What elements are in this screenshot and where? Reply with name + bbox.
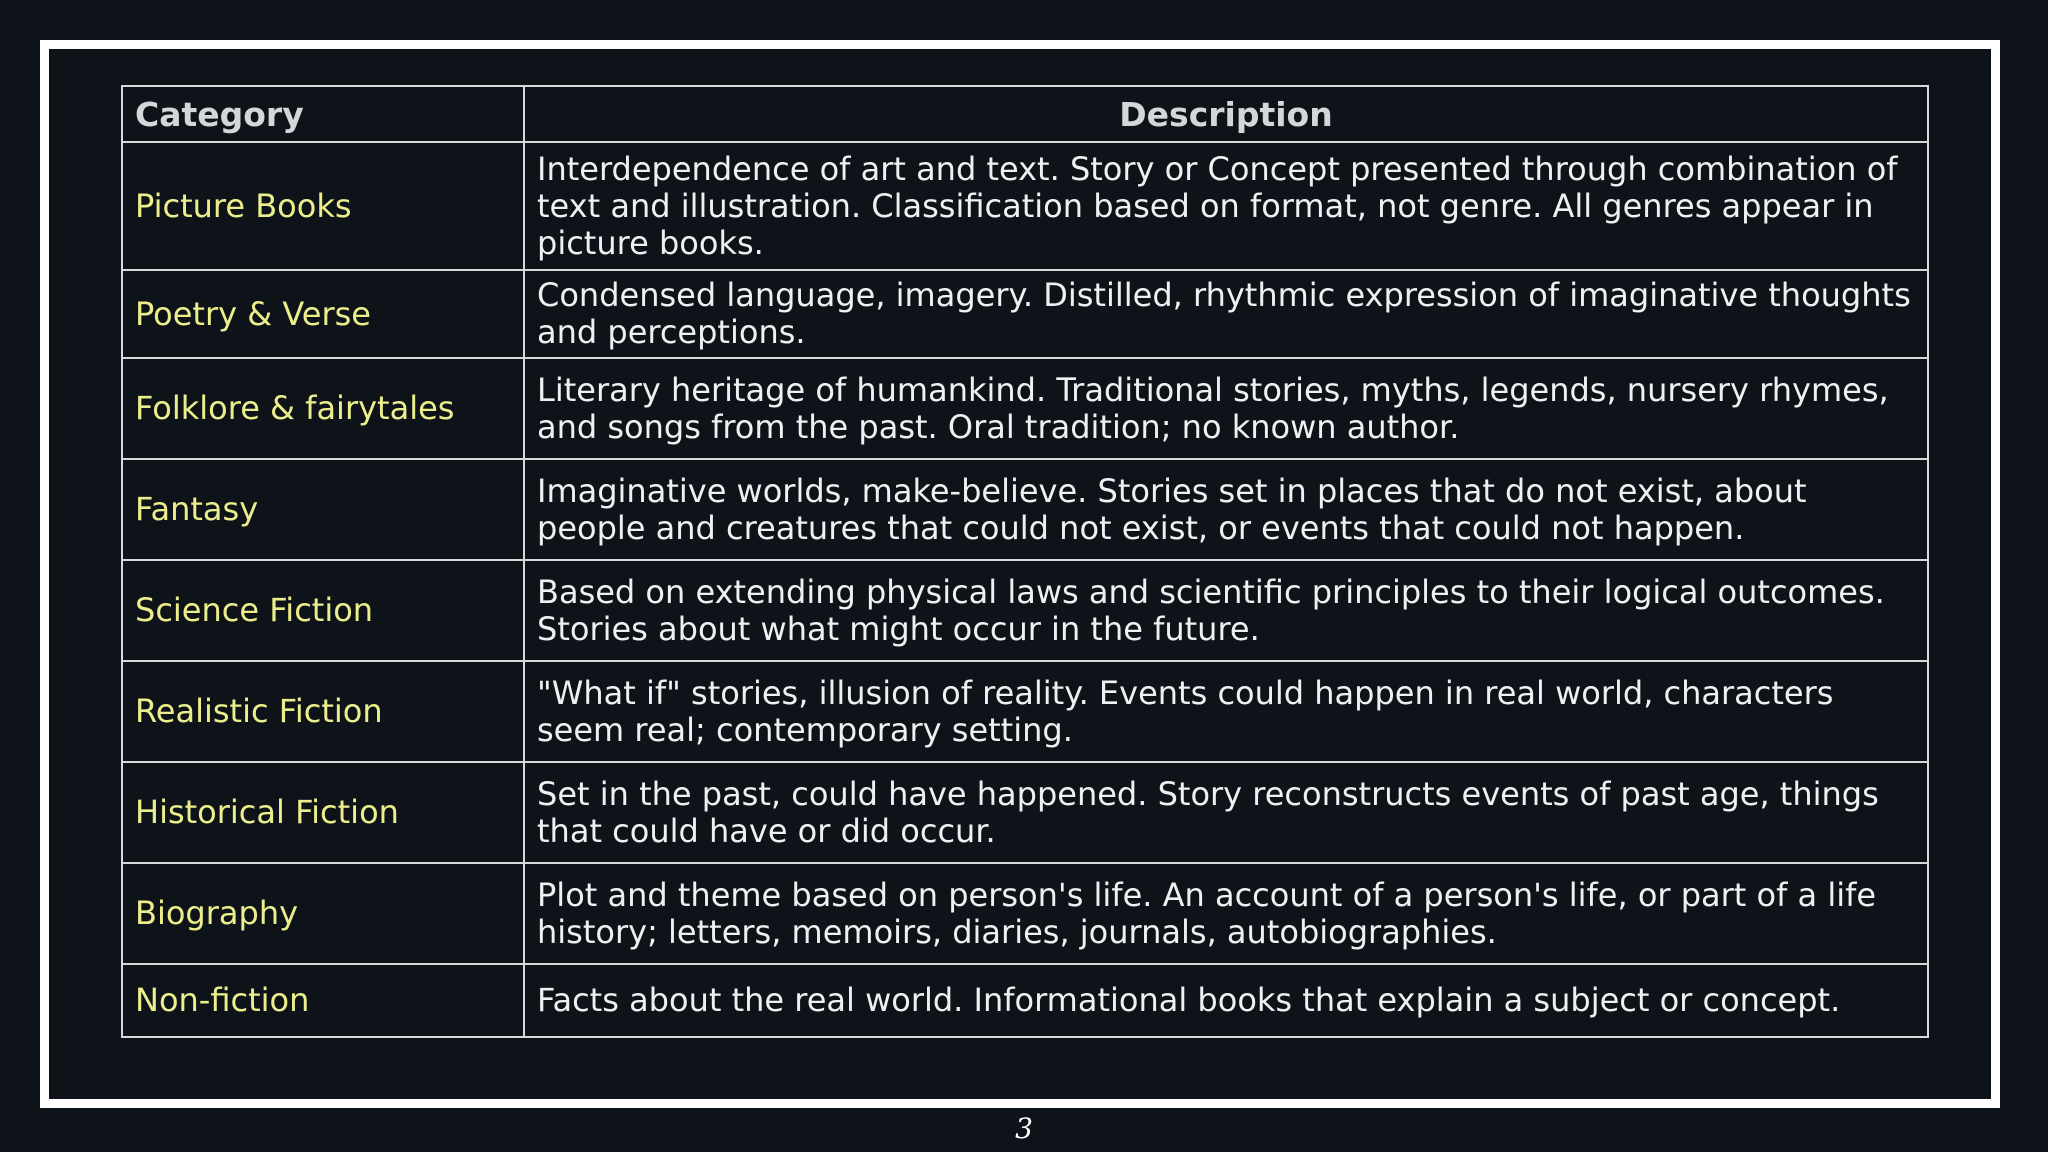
description-cell: Imaginative worlds, make-believe. Stories set in places that do not exist, about people and creatures that could not exist, or events that could not happen.: [524, 459, 1928, 560]
category-cell: Realistic Fiction: [122, 661, 524, 762]
genre-table: [121, 85, 1929, 1038]
description-cell: Based on extending physical laws and scientific principles to their logical outcomes. Stories about what might occur in the future.: [524, 560, 1928, 661]
table-row: [122, 459, 1928, 560]
header-description: Description: [524, 86, 1928, 142]
table-row: [122, 142, 1928, 270]
category-cell: Science Fiction: [122, 560, 524, 661]
description-cell: Facts about the real world. Informational books that explain a subject or concept.: [524, 964, 1928, 1037]
category-cell: Picture Books: [122, 142, 524, 270]
description-cell: "What if" stories, illusion of reality. Events could happen in real world, characters seem real; contemporary setting.: [524, 661, 1928, 762]
description-cell: Condensed language, imagery. Distilled, rhythmic expression of imaginative thoughts and perceptions.: [524, 270, 1928, 358]
category-cell: Non-fiction: [122, 964, 524, 1037]
table-row: [122, 964, 1928, 1037]
header-category: Category: [122, 86, 524, 142]
table-row: [122, 358, 1928, 459]
table-header-row: [122, 86, 1928, 142]
description-cell: Plot and theme based on person's life. An account of a person's life, or part of a life history; letters, memoirs, diaries, journals, autobiographies.: [524, 863, 1928, 964]
description-cell: Set in the past, could have happened. Story reconstructs events of past age, things that could have or did occur.: [524, 762, 1928, 863]
category-cell: Biography: [122, 863, 524, 964]
category-cell: Fantasy: [122, 459, 524, 560]
table-row: [122, 560, 1928, 661]
table-row: [122, 661, 1928, 762]
table-row: [122, 270, 1928, 358]
page-number: 3: [1015, 1112, 1033, 1145]
category-cell: Poetry & Verse: [122, 270, 524, 358]
category-cell: Folklore & fairytales: [122, 358, 524, 459]
category-cell: Historical Fiction: [122, 762, 524, 863]
table-row: [122, 762, 1928, 863]
description-cell: Interdependence of art and text. Story or Concept presented through combination of text and illustration. Classification based on format, not genre. All genres appear in picture books.: [524, 142, 1928, 270]
table-row: [122, 863, 1928, 964]
description-cell: Literary heritage of humankind. Traditional stories, myths, legends, nursery rhymes, and songs from the past. Oral tradition; no known author.: [524, 358, 1928, 459]
